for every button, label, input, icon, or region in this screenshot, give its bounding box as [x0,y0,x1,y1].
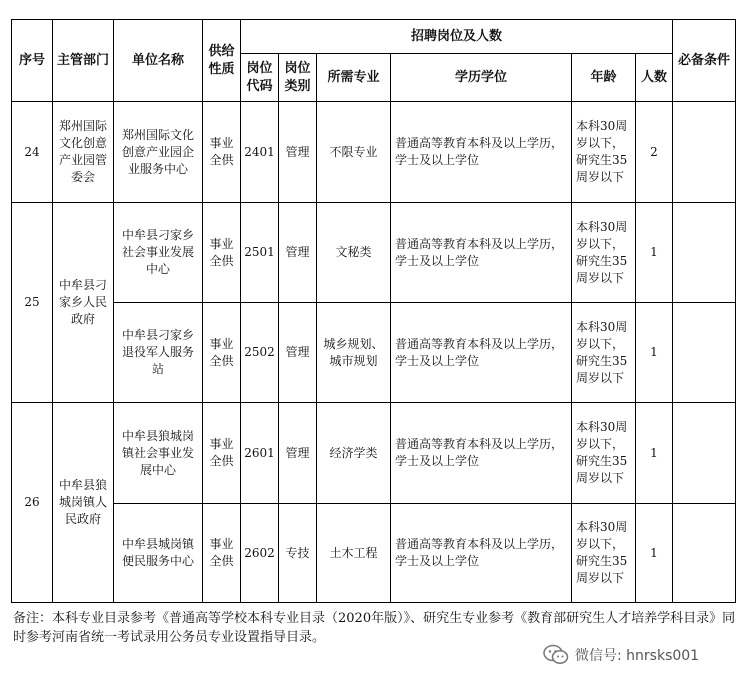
supply-cell: 事业全供 [203,504,241,603]
requirements-cell [673,303,736,403]
table-row [12,403,736,504]
header-dept: 主管部门 [53,20,114,102]
seq-cell: 26 [12,403,53,603]
age-cell: 本科30周岁以下，研究生35周岁以下 [572,203,636,303]
unit-cell: 郑州国际文化创意产业园企业服务中心 [114,102,203,203]
major-cell: 城乡规划、城市规划 [317,303,391,403]
post-type-cell: 专技 [279,504,317,603]
age-cell: 本科30周岁以下，研究生35周岁以下 [572,303,636,403]
count-cell: 1 [636,303,673,403]
header-unit: 单位名称 [114,20,203,102]
requirements-cell [673,403,736,504]
header-seq: 序号 [12,20,53,102]
education-cell: 普通高等教育本科及以上学历，学士及以上学位 [391,504,572,603]
unit-cell: 中牟县刁家乡社会事业发展中心 [114,203,203,303]
table-row [12,303,736,403]
table-row [12,102,736,203]
header-major: 所需专业 [317,54,391,102]
unit-cell: 中牟县狼城岗镇社会事业发展中心 [114,403,203,504]
supply-cell: 事业全供 [203,303,241,403]
count-cell: 2 [636,102,673,203]
watermark [543,643,699,667]
education-cell: 普通高等教育本科及以上学历，学士及以上学位 [391,102,572,203]
post-type-cell: 管理 [279,403,317,504]
table-row [12,203,736,303]
wechat-icon [543,644,569,666]
header-education: 学历学位 [391,54,572,102]
requirements-cell [673,102,736,203]
unit-cell: 中牟县城岗镇便民服务中心 [114,504,203,603]
header-requirements: 必备条件 [673,20,736,102]
header-post-type: 岗位类别 [279,54,317,102]
major-cell: 经济学类 [317,403,391,504]
supply-cell: 事业全供 [203,203,241,303]
count-cell: 1 [636,504,673,603]
seq-cell: 24 [12,102,53,203]
header-count: 人数 [636,54,673,102]
supply-cell: 事业全供 [203,403,241,504]
dept-cell: 中牟县狼城岗镇人民政府 [53,403,114,603]
age-cell: 本科30周岁以下，研究生35周岁以下 [572,102,636,203]
header-recruit-group: 招聘岗位及人数 [241,20,673,54]
major-cell: 土木工程 [317,504,391,603]
post-code-cell: 2602 [241,504,279,603]
seq-cell: 25 [12,203,53,403]
education-cell: 普通高等教育本科及以上学历，学士及以上学位 [391,303,572,403]
age-cell: 本科30周岁以下，研究生35周岁以下 [572,403,636,504]
post-code-cell: 2502 [241,303,279,403]
dept-cell: 中牟县刁家乡人民政府 [53,203,114,403]
major-cell: 文秘类 [317,203,391,303]
post-code-cell: 2401 [241,102,279,203]
post-type-cell: 管理 [279,102,317,203]
table-row [12,504,736,603]
recruitment-table [11,19,736,603]
age-cell: 本科30周岁以下，研究生35周岁以下 [572,504,636,603]
post-code-cell: 2501 [241,203,279,303]
post-type-cell: 管理 [279,303,317,403]
requirements-cell [673,504,736,603]
count-cell: 1 [636,403,673,504]
post-code-cell: 2601 [241,403,279,504]
watermark-text: 微信号: hnrsks001 [575,648,700,664]
header-post-code: 岗位代码 [241,54,279,102]
post-type-cell: 管理 [279,203,317,303]
footnote: 备注：本科专业目录参考《普通高等学校本科专业目录（2020年版）》、研究生专业参考《教育部研究生人才培养学科目录》同时参考河南省统一考试录用公务员专业设置指导目录。 [13,611,736,645]
education-cell: 普通高等教育本科及以上学历，学士及以上学位 [391,403,572,504]
requirements-cell [673,203,736,303]
header-age: 年龄 [572,54,636,102]
count-cell: 1 [636,203,673,303]
dept-cell: 郑州国际文化创意产业园管委会 [53,102,114,203]
supply-cell: 事业全供 [203,102,241,203]
major-cell: 不限专业 [317,102,391,203]
unit-cell: 中牟县刁家乡退役军人服务站 [114,303,203,403]
education-cell: 普通高等教育本科及以上学历，学士及以上学位 [391,203,572,303]
header-supply: 供给性质 [203,20,241,102]
